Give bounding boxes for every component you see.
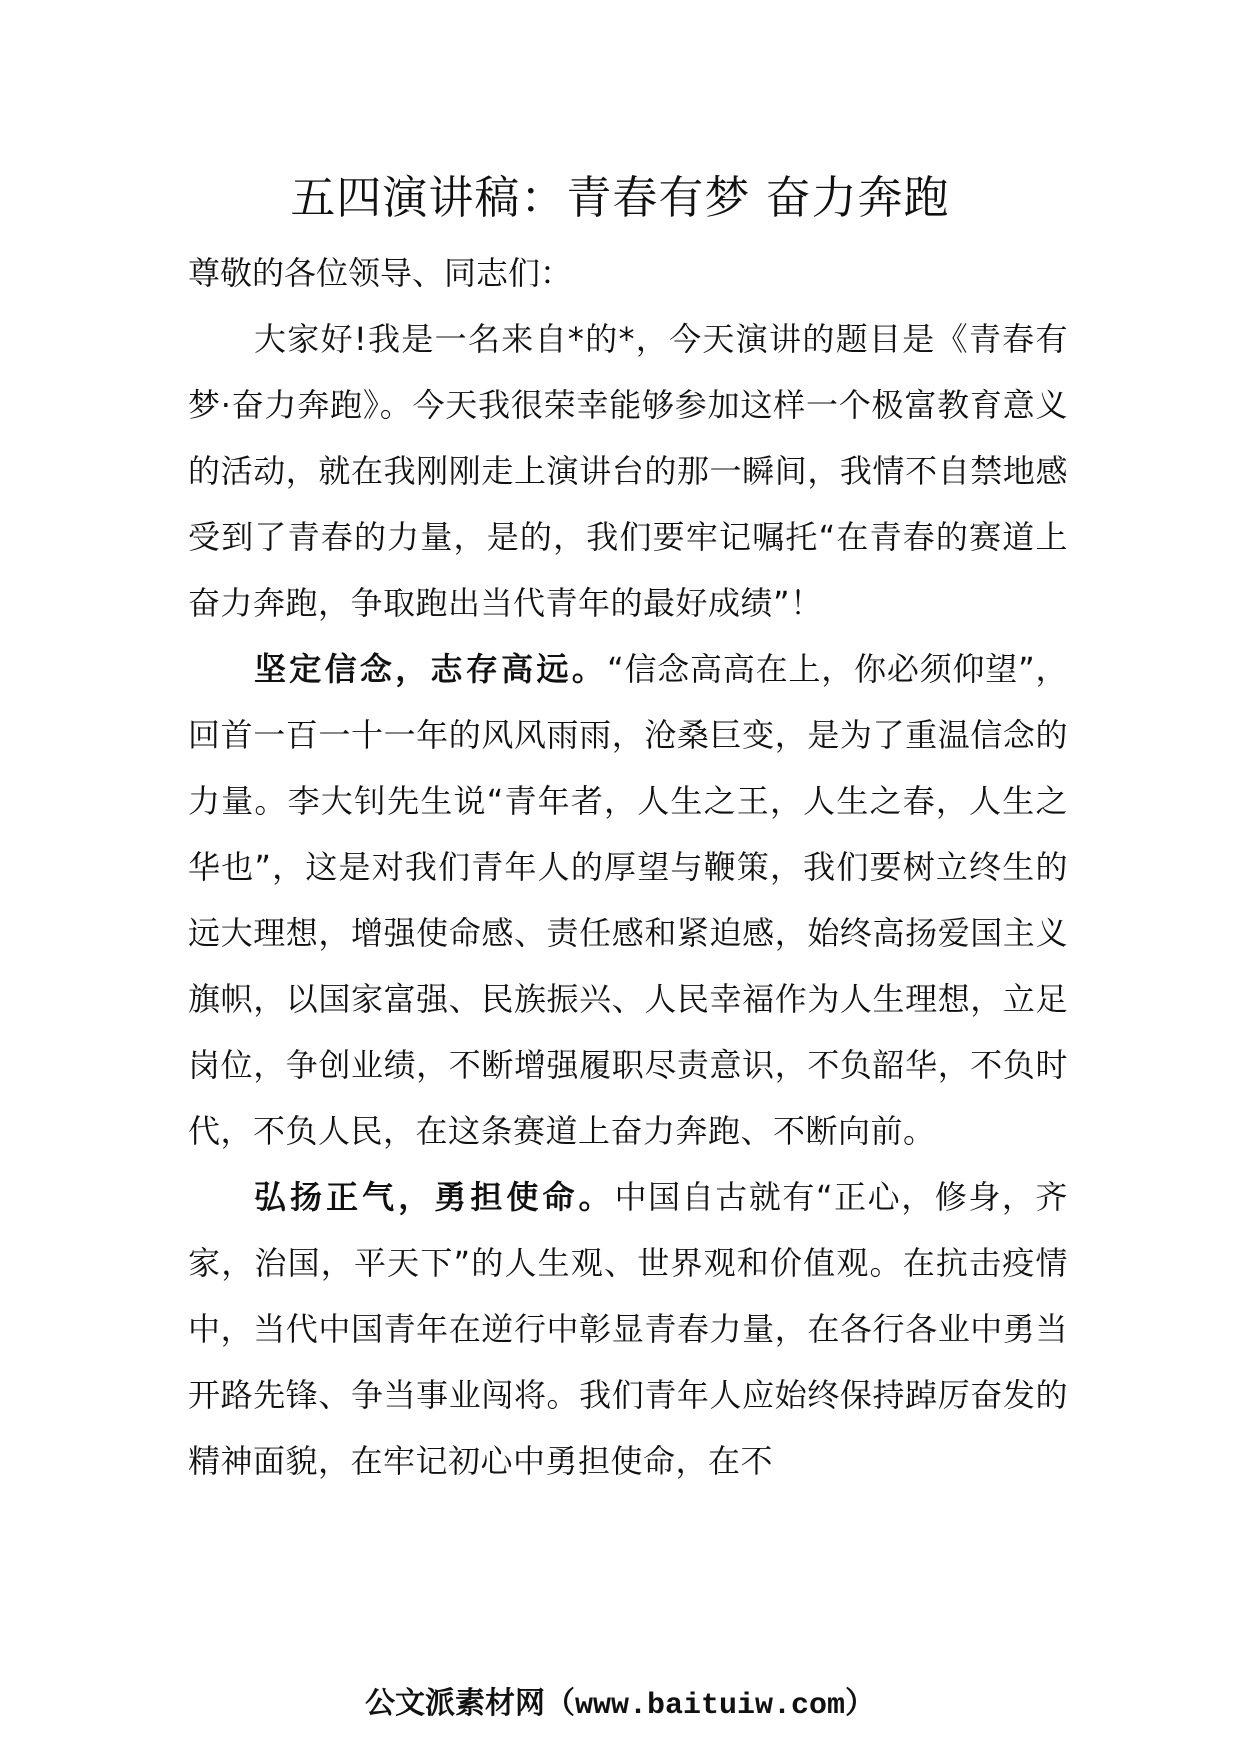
paragraph-2 bbox=[188, 636, 1068, 1164]
paragraph-text: 中国自古就有“正心，修身，齐家，治国，平天下”的人生观、世界观和价值观。在抗击疫情中，当代中国青年在逆行中彰显青春力量，在各行各业中勇当开路先锋、争当事业闯将。我们青年人应始终保持踔厉奋发的精神面貌，在牢记初心中勇担使命，在不 bbox=[188, 1178, 1068, 1480]
paragraph-text: “信念高高在上，你必须仰望”，回首一百一十一年的风风雨雨，沧桑巨变，是为了重温信念的力量。李大钊先生说“青年者，人生之王，人生之春，人生之华也”，这是对我们青年人的厚望与鞭策，我们要树立终生的远大理想，增强使命感、责任感和紧迫感，始终高扬爱国主义旗帜，以国家富强、民族振兴、人民幸福作为人生理想，立足岗位，争创业绩，不断增强履职尽责意识，不负韶华，不负时代，不负人民，在这条赛道上奋力奔跑、不断向前。 bbox=[188, 650, 1068, 1150]
document-body bbox=[188, 240, 1068, 1494]
paragraph-lead: 弘扬正气，勇担使命。 bbox=[254, 1178, 615, 1216]
salutation: 尊敬的各位领导、同志们： bbox=[188, 254, 573, 292]
paragraph-1 bbox=[188, 306, 1068, 636]
footer-site-url: （www.baituiw.com） bbox=[544, 1689, 876, 1723]
footer-site-name: 公文派素材网 bbox=[364, 1686, 545, 1721]
paragraph-lead: 坚定信念，志存高远。 bbox=[254, 650, 608, 688]
page-footer bbox=[0, 1682, 1240, 1728]
document-title: 五四演讲稿：青春有梦 奋力奔跑 bbox=[290, 171, 950, 224]
paragraph-3 bbox=[188, 1164, 1068, 1494]
paragraph-text: 大家好!我是一名来自*的*，今天演讲的题目是《青春有梦·奋力奔跑》。今天我很荣幸能够参加这样一个极富教育意义的活动，就在我刚刚走上演讲台的那一瞬间，我情不自禁地感受到了青春的力量，是的，我们要牢记嘱托“在青春的赛道上奋力奔跑，争取跑出当代青年的最好成绩”！ bbox=[188, 320, 1068, 622]
